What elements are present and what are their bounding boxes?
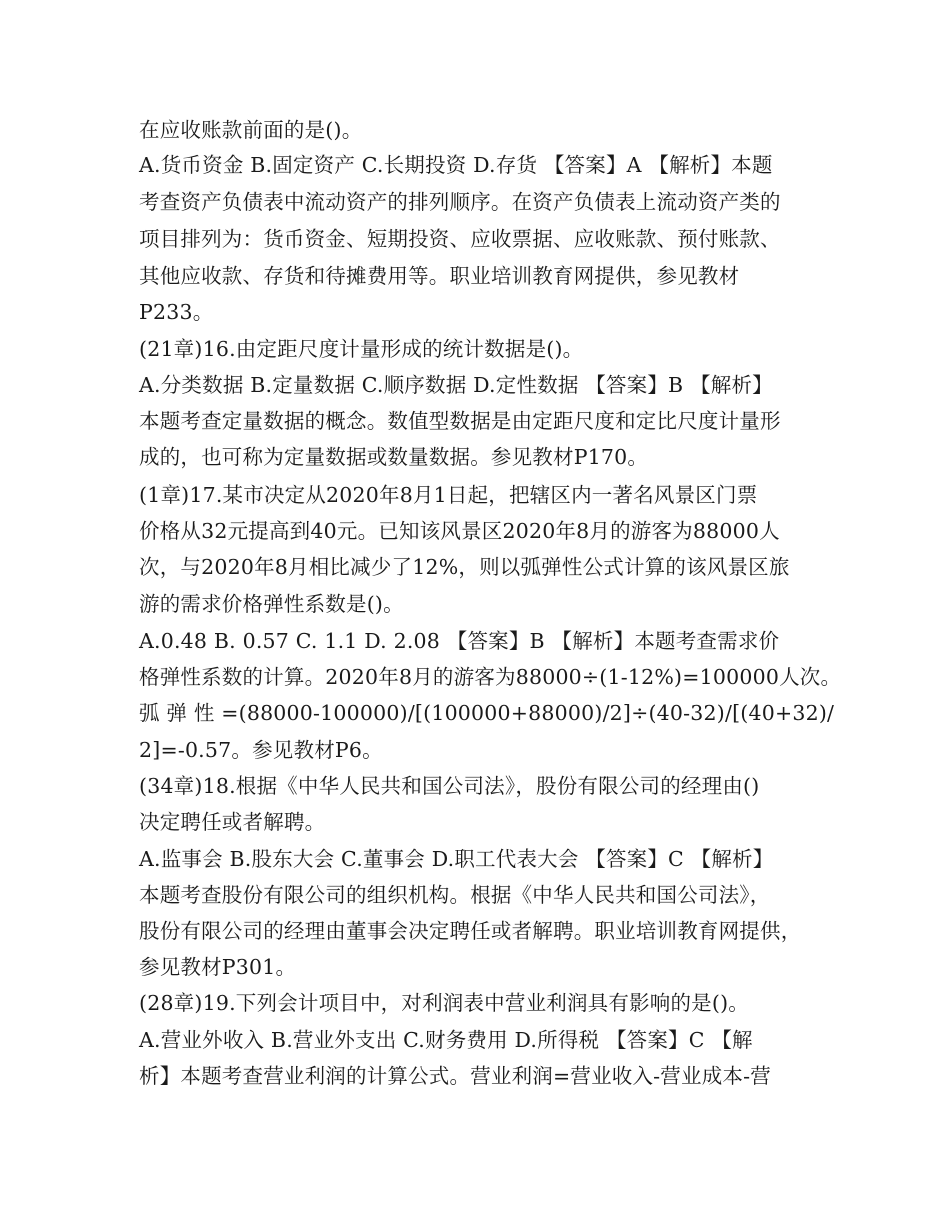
text-line: A.货币资金 B.固定资产 C.长期投资 D.存货 【答案】A 【解析】本题	[139, 153, 773, 177]
text-line: 游的需求价格弹性系数是()。	[139, 592, 404, 616]
text-line: 在应收账款前面的是()。	[139, 118, 363, 142]
text-line: 本题考查股份有限公司的组织机构。根据《中华人民共和国公司法》，	[139, 883, 771, 907]
text-line: P233。	[139, 300, 214, 324]
text-line: A.分类数据 B.定量数据 C.顺序数据 D.定性数据 【答案】B 【解析】	[139, 373, 773, 397]
text-line: 股份有限公司的经理由董事会决定聘任或者解聘。职业培训教育网提供，	[139, 919, 802, 943]
text-line: (21章)16.由定距尺度计量形成的统计数据是()。	[139, 337, 584, 361]
text-line: 项目排列为：货币资金、短期投资、应收票据、应收账款、预付账款、	[139, 227, 781, 251]
text-line: A.监事会 B.股东大会 C.董事会 D.职工代表大会 【答案】C 【解析】	[139, 847, 774, 871]
text-line: 析】本题考查营业利润的计算公式。营业利润=营业收入-营业成本-营	[139, 1064, 771, 1088]
text-line: 2]=-0.57。参见教材P6。	[139, 738, 383, 762]
text-line: 本题考查定量数据的概念。数值型数据是由定距尺度和定比尺度计量形	[139, 409, 781, 433]
text-line: 价格从32元提高到40元。已知该风景区2020年8月的游客为88000人	[139, 519, 780, 543]
text-line: 参见教材P301。	[139, 955, 297, 979]
text-line: 次，与2020年8月相比减少了12%，则以弧弹性公式计算的该风景区旅	[139, 555, 790, 579]
text-line: 其他应收款、存货和待摊费用等。职业培训教育网提供，参见教材	[139, 264, 740, 288]
text-line: 考查资产负债表中流动资产的排列顺序。在资产负债表上流动资产类的	[139, 190, 781, 214]
text-line: (1章)17.某市决定从2020年8月1日起，把辖区内一著名风景区门票	[139, 483, 758, 507]
text-line: (28章)19.下列会计项目中，对利润表中营业利润具有影响的是()。	[139, 991, 749, 1015]
text-line: 决定聘任或者解聘。	[139, 810, 326, 834]
text-line: 成的，也可称为定量数据或数量数据。参见教材P170。	[139, 445, 649, 469]
text-line: 弧 弹 性 =(88000-100000)/[(100000+88000)/2]÷(40-32)/[(40+32)/	[139, 701, 835, 725]
text-line: A.0.48 B. 0.57 C. 1.1 D. 2.08 【答案】B 【解析】本题考查需求价	[139, 629, 780, 653]
text-line: (34章)18.根据《中华人民共和国公司法》，股份有限公司的经理由()	[139, 774, 760, 798]
text-line: 格弹性系数的计算。2020年8月的游客为88000÷(1-12%)=100000人次。	[139, 665, 842, 689]
text-line: A.营业外收入 B.营业外支出 C.财务费用 D.所得税 【答案】C 【解	[139, 1028, 753, 1052]
